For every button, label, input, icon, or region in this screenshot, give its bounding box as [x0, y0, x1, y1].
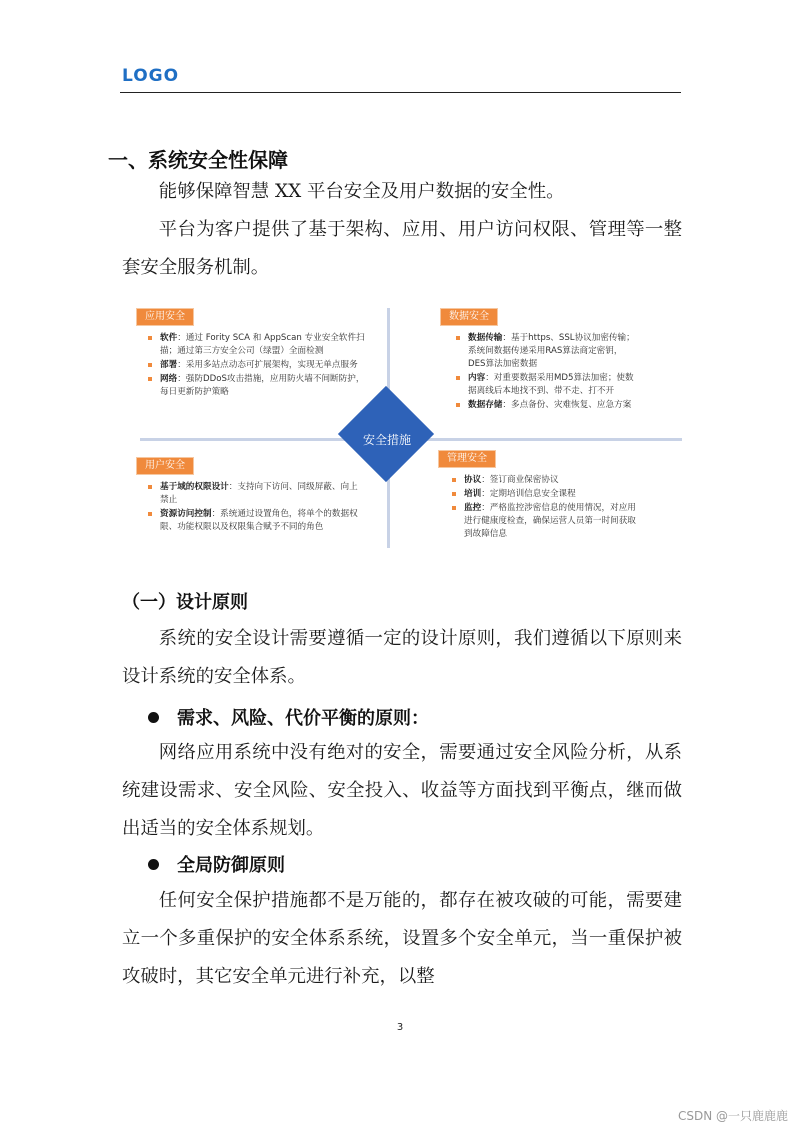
intro-paragraph: 能够保障智慧 XX 平台安全及用户数据的安全性。	[158, 181, 565, 202]
data-security-list	[454, 332, 636, 413]
header-divider	[120, 92, 681, 93]
principle-heading: 全局防御原则	[148, 851, 285, 877]
list-item: 网络：强防DDoS攻击措施，应用防火墙不间断防护，每日更新防护策略	[146, 373, 372, 399]
principle-paragraph: 任何安全保护措施都不是万能的，都存在被攻破的可能，需要建立一个多重保护的安全体系系统，设置多个安全单元，当一重保护被攻破时，其它安全单元进行补充，以整	[122, 890, 682, 987]
user-security-list	[146, 481, 362, 535]
platform-paragraph: 平台为客户提供了基于架构、应用、用户访问权限、管理等一整套安全服务机制。	[122, 219, 682, 278]
list-item: 监控：严格监控涉密信息的使用情况，对应用进行健康度检查，确保运营人员第一时间获取到故障信息	[450, 502, 640, 541]
tag-management-security: 管理安全	[438, 450, 496, 468]
tag-app-security: 应用安全	[136, 308, 194, 326]
list-item: 基于域的权限设计：支持向下访问、同级屏蔽、向上禁止	[146, 481, 362, 507]
management-security-list	[450, 474, 640, 542]
list-item: 资源访问控制：系统通过设置角色，将单个的数据权限、功能权限以及权限集合赋予不同的角色	[146, 508, 362, 534]
bullet-dot-icon	[148, 712, 159, 723]
principle-paragraph: 网络应用系统中没有绝对的安全，需要通过安全风险分析，从系统建设需求、安全风险、安全投入、收益等方面找到平衡点，继而做出适当的安全体系规划。	[122, 742, 682, 839]
design-principles-intro: 系统的安全设计需要遵循一定的设计原则，我们遵循以下原则来设计系统的安全体系。	[122, 628, 682, 687]
list-item: 数据传输：基于https、SSL协议加密传输；系统间数据传递采用RAS算法商定密钥，DES算法加密数据	[454, 332, 636, 371]
page-number: 3	[396, 1022, 404, 1033]
subsection-title: （一）设计原则	[122, 592, 248, 613]
list-item: 内容：对重要数据采用MD5算法加密；使数据离线后本地找不到、带不走、打不开	[454, 372, 636, 398]
logo: LOGO	[122, 66, 180, 86]
list-item: 协议：签订商业保密协议	[450, 474, 640, 487]
bullet-dot-icon	[148, 859, 159, 870]
watermark: CSDN @一只鹿鹿鹿	[677, 1109, 788, 1123]
app-security-list	[146, 332, 372, 400]
center-label: 安全措施	[362, 433, 411, 447]
list-item: 数据存储：多点备份、灾难恢复、应急方案	[454, 399, 636, 412]
tag-data-security: 数据安全	[440, 308, 498, 326]
list-item: 部署：采用多站点动态可扩展架构，实现无单点服务	[146, 359, 372, 372]
security-measures-diagram	[134, 300, 682, 550]
list-item: 培训：定期培训信息安全课程	[450, 488, 640, 501]
section-title: 一、系统安全性保障	[108, 148, 288, 172]
tag-user-security: 用户安全	[136, 457, 194, 475]
principle-heading: 需求、风险、代价平衡的原则：	[148, 704, 429, 730]
list-item: 软件：通过 Fority SCA 和 AppScan 专业安全软件扫描；通过第三方安全公司（绿盟）全面检测	[146, 332, 372, 358]
